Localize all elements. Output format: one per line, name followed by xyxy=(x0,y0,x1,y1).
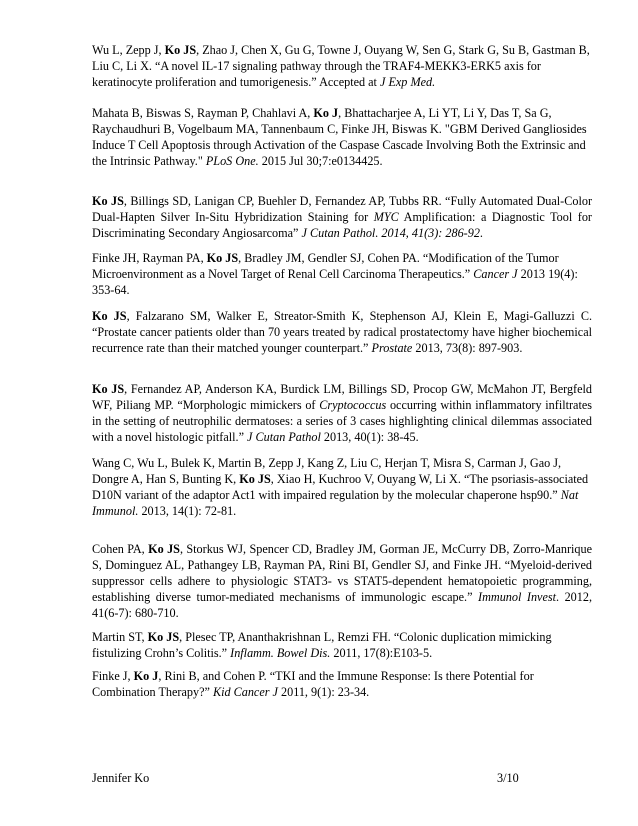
citation-text: , Billings SD, Lanigan CP, Buehler D, Fernandez AP, Tubbs RR. “Fully Automated Dual-Color Dual-Hapten Silver In-Situ Hybridization Staining for xyxy=(92,194,592,224)
journal-italic: J Cutan Pathol. 2014, 41(3): 286-92 xyxy=(301,225,480,240)
reference-5 xyxy=(92,309,592,357)
citation-text: occurring within inflammatory infiltrates in the setting of neutrophilic dermatoses: a series of 3 cases highlighting clinical dilemmas associated with a novel histologic pitfall.” xyxy=(92,397,593,444)
citation-text: 2011, 17(8):E103-5. xyxy=(330,645,433,660)
reference-6 xyxy=(92,382,592,446)
citation-text: . 2012, 41(6-7): 680-710. xyxy=(92,589,593,620)
journal-italic: J Exp Med. xyxy=(380,74,436,89)
citation-text: 2013, 40(1): 38-45. xyxy=(320,429,419,444)
citation-text: , Plesec TP, Ananthakrishnan L, Remzi FH. “Colonic duplication mimicking fistulizing Crohn’s Colitis.” xyxy=(92,630,552,660)
footer-author-name: Jennifer Ko xyxy=(92,771,150,785)
reference-8 xyxy=(92,542,592,622)
citation-text: Wu L, Zepp J, xyxy=(92,43,165,57)
citation-text: 2013 19(4): 353-64. xyxy=(92,266,578,297)
citation-text: , Storkus WJ, Spencer CD, Bradley JM, Gorman JE, McCurry DB, Zorro-Manrique S, Dominguez AL, Pathangey LB, Rayman PA, Rini BI, Gendler SJ, and Finke JH. “Myeloid-derived suppressor cells adhere to physiologic STAT3- vs STAT5-dependent hematopoietic programming, establishing diverse tumor-mediated mechanisms of immunologic escape.” xyxy=(92,542,593,604)
citation-text: Mahata B, Biswas S, Rayman P, Chahlavi A, xyxy=(92,106,314,120)
citation-text: , Rini B, and Cohen P. “TKI and the Immune Response: Is there Potential for Combination Therapy?” xyxy=(92,669,534,699)
reference-2 xyxy=(92,106,592,170)
citation-text: 2013, 73(8): 897-903. xyxy=(412,340,523,355)
reference-9 xyxy=(92,630,592,662)
citation-text: Martin ST, xyxy=(92,630,148,644)
reference-7 xyxy=(92,456,592,520)
reference-10 xyxy=(92,669,592,701)
citation-text: , Falzarano SM, Walker E, Streator-Smith K, Stephenson AJ, Klein E, Magi-Galluzzi C. “Prostate cancer patients older than 70 years treated by radical prostatectomy have higher biochemical recurrence rate than their matched younger counterpart.” xyxy=(92,309,593,355)
journal-italic: Cryptococcus xyxy=(319,397,387,412)
footer-page-number: 3/10 xyxy=(497,771,519,785)
journal-italic: J Cutan Pathol xyxy=(247,429,321,444)
author-highlight: Ko JS xyxy=(92,309,127,323)
reference-3 xyxy=(92,194,592,242)
author-highlight: Ko JS xyxy=(148,542,180,556)
citation-text: , Zhao J, Chen X, Gu G, Towne J, Ouyang W, Sen G, Stark G, Su B, Gastman B, Liu C, Li X. “A novel IL-17 signaling pathway through the TRAF4-MEKK3-ERK5 axis for keratinocyte proliferation and tumorigenesis.” Accepted at xyxy=(92,43,590,89)
citation-text: Finke J, xyxy=(92,669,134,683)
journal-italic: Cancer J xyxy=(473,266,518,281)
journal-italic: PLoS One. xyxy=(205,153,259,168)
journal-italic: Inflamm. Bowel Dis. xyxy=(230,645,331,660)
journal-italic: Kid Cancer J xyxy=(212,684,278,699)
author-highlight: Ko JS xyxy=(206,251,239,265)
citation-text: 2013, 14(1): 72-81. xyxy=(138,503,237,518)
reference-1 xyxy=(92,43,592,91)
author-highlight: Ko J xyxy=(133,669,159,683)
citation-text: Finke JH, Rayman PA, xyxy=(92,251,207,265)
journal-italic: Prostate xyxy=(371,340,413,355)
citation-text: Amplification: a Diagnostic Tool for Discriminating Secondary Angiosarcoma” xyxy=(92,209,592,240)
citation-text: , Xiao H, Kuchroo V, Ouyang W, Li X. “The psoriasis-associated D10N variant of the adaptor Act1 with impaired regulation by the molecular chaperone hsp90.” xyxy=(92,471,589,502)
citation-text: Cohen PA, xyxy=(92,542,149,556)
author-highlight: Ko JS xyxy=(92,382,125,396)
author-highlight: Ko JS xyxy=(164,43,197,57)
citation-text: , Bradley JM, Gendler SJ, Cohen PA. “Modification of the Tumor Microenvironment as a Novel Target of Renal Cell Carcinoma Therapeutics.” xyxy=(92,251,559,281)
author-highlight: Ko JS xyxy=(92,194,124,208)
citation-text: , Bhattacharjee A, Li YT, Li Y, Das T, Sa G, Raychaudhuri B, Vogelbaum MA, Tannenbaum C, Finke JH, Biswas K. "GBM Derived Gangliosides Induce T Cell Apoptosis through Activation of the Caspase Cascade Involving Both the Extrinsic and the Intrinsic Pathway." xyxy=(92,106,587,168)
citation-text: Wang C, Wu L, Bulek K, Martin B, Zepp J, Kang Z, Liu C, Herjan T, Misra S, Carman J, Gao J, Dongre A, Han S, Bunting K, xyxy=(92,456,562,486)
journal-italic: MYC xyxy=(373,209,399,224)
author-highlight: Ko J xyxy=(313,106,339,120)
author-highlight: Ko JS xyxy=(239,471,271,486)
citation-text: 2011, 9(1): 23-34. xyxy=(277,684,370,699)
citation-text: 2015 Jul 30;7:e0134425. xyxy=(258,153,383,168)
citation-text: , Fernandez AP, Anderson KA, Burdick LM, Billings SD, Procop GW, McMahon JT, Bergfeld WF, Piliang MP. “Morphologic mimickers of xyxy=(92,382,592,412)
reference-4 xyxy=(92,251,592,299)
journal-italic: Immunol Invest xyxy=(478,589,557,604)
journal-italic: Nat Immunol. xyxy=(92,487,579,518)
author-highlight: Ko JS xyxy=(147,630,180,644)
citation-text: . xyxy=(479,225,483,240)
